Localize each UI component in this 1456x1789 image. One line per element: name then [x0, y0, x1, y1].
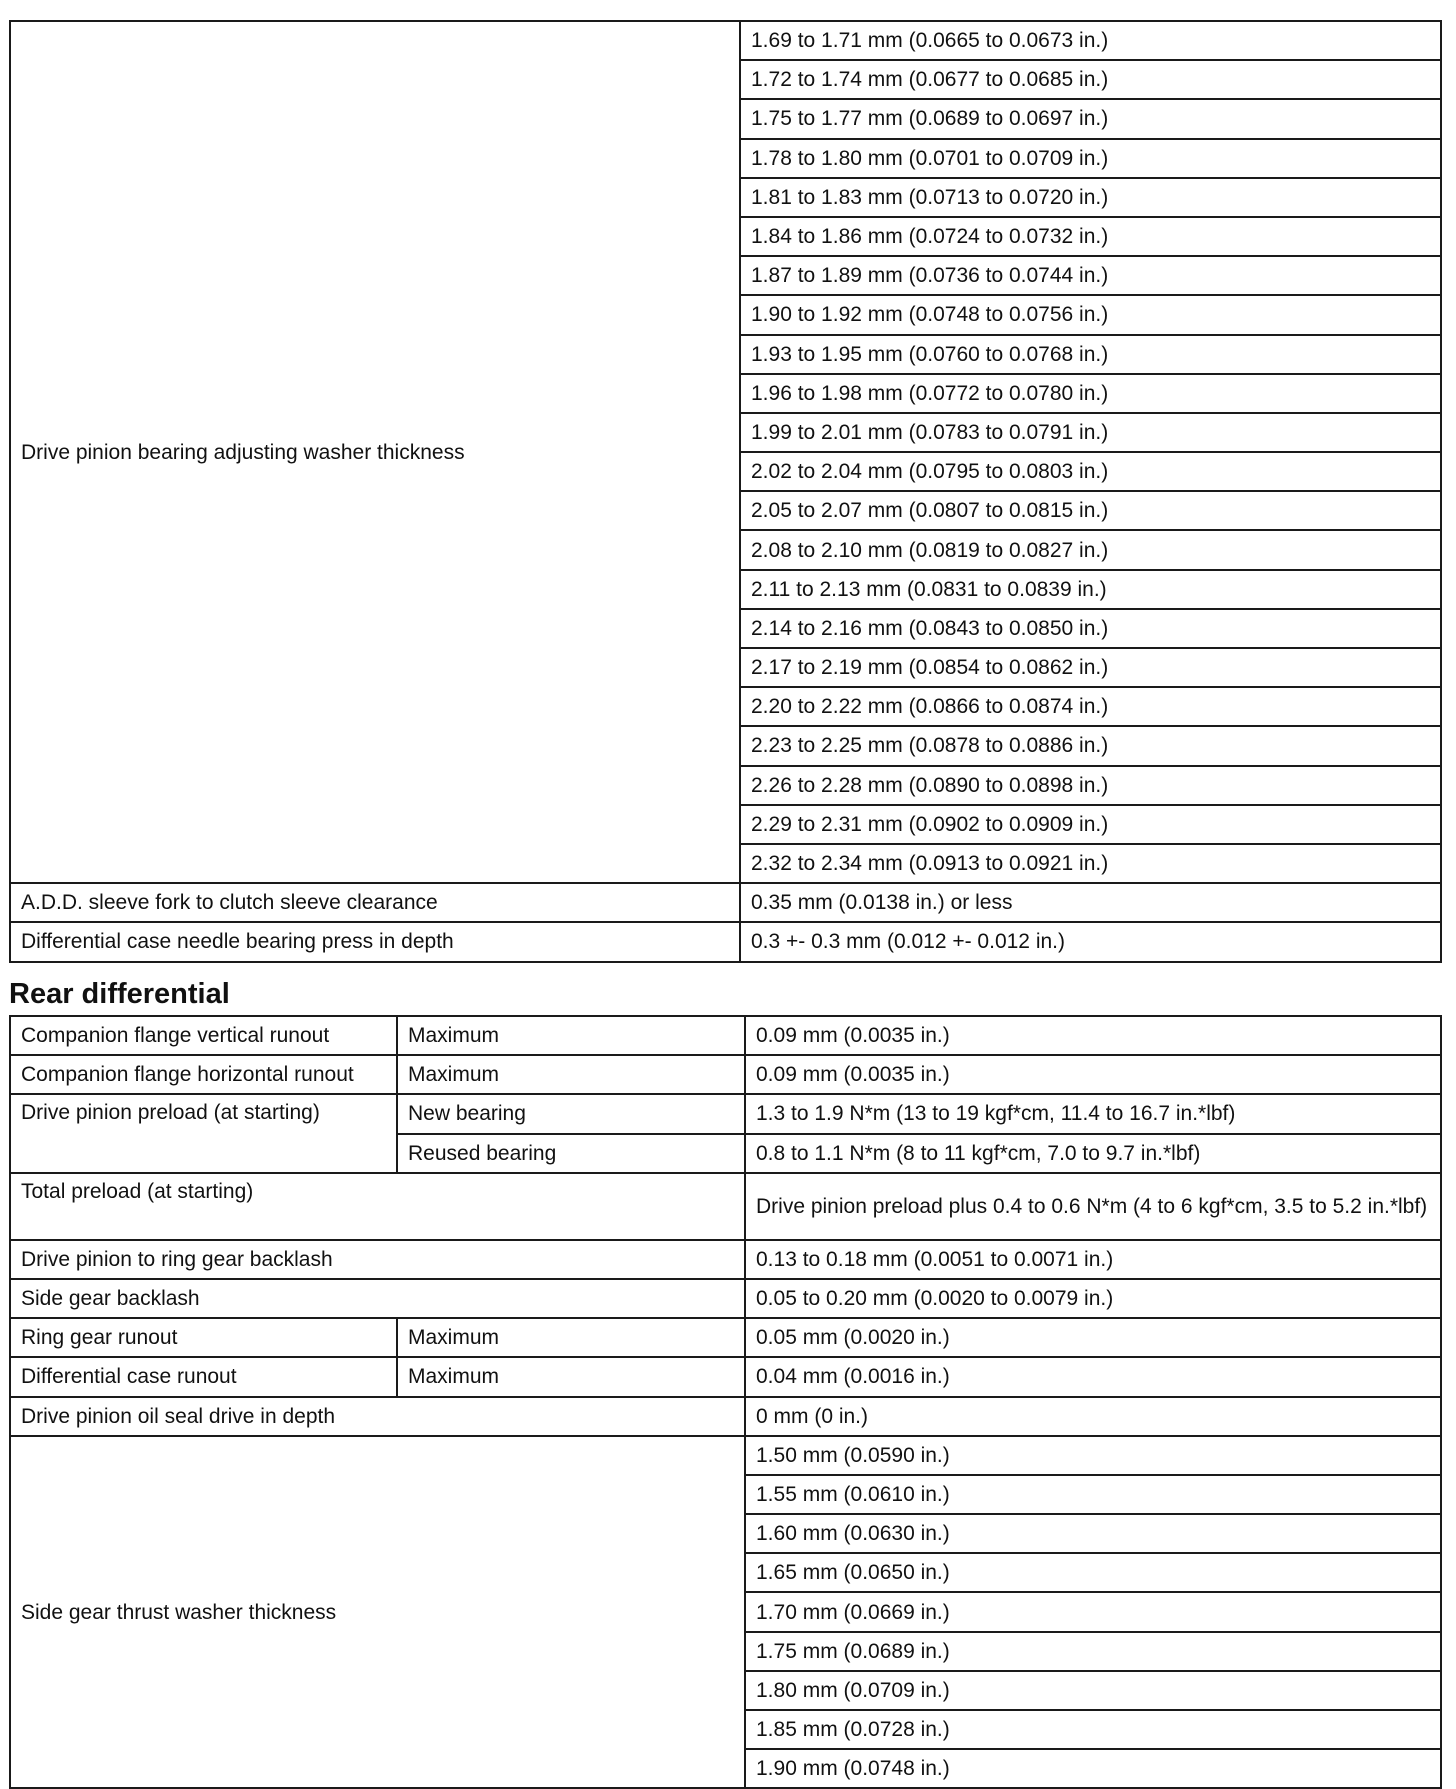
thrust-washer-label: Side gear thrust washer thickness: [10, 1436, 745, 1789]
spec-value: 0.8 to 1.1 N*m (8 to 11 kgf*cm, 7.0 to 9.7 in.*lbf): [745, 1134, 1441, 1173]
washer-thickness-value: 2.08 to 2.10 mm (0.0819 to 0.0827 in.): [740, 530, 1441, 569]
washer-thickness-value: 1.78 to 1.80 mm (0.0701 to 0.0709 in.): [740, 139, 1441, 178]
thrust-washer-value: 1.60 mm (0.0630 in.): [745, 1514, 1441, 1553]
table-row: [10, 1240, 1441, 1279]
washer-thickness-value: 1.96 to 1.98 mm (0.0772 to 0.0780 in.): [740, 374, 1441, 413]
spec-value: 0.05 to 0.20 mm (0.0020 to 0.0079 in.): [745, 1279, 1441, 1318]
table-row: [10, 1094, 1441, 1133]
rear-differential-table-body: [10, 1016, 1441, 1788]
spec-value: 0.13 to 0.18 mm (0.0051 to 0.0071 in.): [745, 1240, 1441, 1279]
spec-qualifier: Maximum: [397, 1318, 745, 1357]
spec-label: Ring gear runout: [10, 1318, 397, 1357]
table-row: [10, 1357, 1441, 1396]
washer-thickness-value: 2.32 to 2.34 mm (0.0913 to 0.0921 in.): [740, 844, 1441, 883]
spec-label: Companion flange vertical runout: [10, 1016, 397, 1055]
thrust-washer-value: 1.80 mm (0.0709 in.): [745, 1671, 1441, 1710]
spec-value: 0.09 mm (0.0035 in.): [745, 1055, 1441, 1094]
washer-thickness-value: 1.99 to 2.01 mm (0.0783 to 0.0791 in.): [740, 413, 1441, 452]
spec-label: Side gear backlash: [10, 1279, 745, 1318]
table-row: [10, 21, 1441, 60]
washer-thickness-value: 1.90 to 1.92 mm (0.0748 to 0.0756 in.): [740, 295, 1441, 334]
thrust-washer-value: 1.70 mm (0.0669 in.): [745, 1592, 1441, 1631]
sleeve-clearance-value: 0.35 mm (0.0138 in.) or less: [740, 883, 1441, 922]
thrust-washer-value: 1.85 mm (0.0728 in.): [745, 1710, 1441, 1749]
washer-thickness-value: 1.75 to 1.77 mm (0.0689 to 0.0697 in.): [740, 99, 1441, 138]
needle-bearing-depth-value: 0.3 +- 0.3 mm (0.012 +- 0.012 in.): [740, 922, 1441, 961]
spec-label: Drive pinion oil seal drive in depth: [10, 1397, 745, 1436]
spec-qualifier: New bearing: [397, 1094, 745, 1133]
washer-thickness-value: 2.26 to 2.28 mm (0.0890 to 0.0898 in.): [740, 766, 1441, 805]
spec-qualifier: Maximum: [397, 1016, 745, 1055]
spec-value: 0.05 mm (0.0020 in.): [745, 1318, 1441, 1357]
washer-thickness-value: 2.14 to 2.16 mm (0.0843 to 0.0850 in.): [740, 609, 1441, 648]
washer-thickness-value: 2.20 to 2.22 mm (0.0866 to 0.0874 in.): [740, 687, 1441, 726]
thrust-washer-value: 1.75 mm (0.0689 in.): [745, 1632, 1441, 1671]
washer-thickness-value: 2.23 to 2.25 mm (0.0878 to 0.0886 in.): [740, 726, 1441, 765]
thrust-washer-value: 1.90 mm (0.0748 in.): [745, 1749, 1441, 1788]
table-row: [10, 1318, 1441, 1357]
table-row: [10, 1173, 1441, 1240]
spec-qualifier: Maximum: [397, 1357, 745, 1396]
spec-qualifier: Maximum: [397, 1055, 745, 1094]
washer-thickness-value: 1.81 to 1.83 mm (0.0713 to 0.0720 in.): [740, 178, 1441, 217]
washer-thickness-value: 2.29 to 2.31 mm (0.0902 to 0.0909 in.): [740, 805, 1441, 844]
washer-thickness-value: 1.93 to 1.95 mm (0.0760 to 0.0768 in.): [740, 335, 1441, 374]
spec-label: Differential case runout: [10, 1357, 397, 1396]
washer-thickness-value: 2.02 to 2.04 mm (0.0795 to 0.0803 in.): [740, 452, 1441, 491]
table-row: [10, 1055, 1441, 1094]
spec-label: Drive pinion to ring gear backlash: [10, 1240, 745, 1279]
section-title: Rear differential: [9, 978, 230, 1010]
table-row: [10, 1279, 1441, 1318]
spec-value: 0.09 mm (0.0035 in.): [745, 1016, 1441, 1055]
spec-value: 1.3 to 1.9 N*m (13 to 19 kgf*cm, 11.4 to 16.7 in.*lbf): [745, 1094, 1441, 1133]
table-row: [10, 922, 1441, 961]
front-spec-table: [9, 20, 1442, 963]
washer-thickness-label: Drive pinion bearing adjusting washer thickness: [10, 21, 740, 883]
washer-thickness-value: 2.05 to 2.07 mm (0.0807 to 0.0815 in.): [740, 491, 1441, 530]
table-row: [10, 1397, 1441, 1436]
spec-qualifier: Reused bearing: [397, 1134, 745, 1173]
table-row: [10, 883, 1441, 922]
thrust-washer-value: 1.65 mm (0.0650 in.): [745, 1553, 1441, 1592]
spec-label: Total preload (at starting): [10, 1173, 745, 1240]
spec-value: 0.04 mm (0.0016 in.): [745, 1357, 1441, 1396]
rear-differential-table: [9, 1015, 1442, 1789]
washer-thickness-value: 1.72 to 1.74 mm (0.0677 to 0.0685 in.): [740, 60, 1441, 99]
thrust-washer-value: 1.50 mm (0.0590 in.): [745, 1436, 1441, 1475]
spec-value: 0 mm (0 in.): [745, 1397, 1441, 1436]
spec-value: Drive pinion preload plus 0.4 to 0.6 N*m (4 to 6 kgf*cm, 3.5 to 5.2 in.*lbf): [745, 1173, 1441, 1240]
spec-label: Companion flange horizontal runout: [10, 1055, 397, 1094]
washer-thickness-value: 2.17 to 2.19 mm (0.0854 to 0.0862 in.): [740, 648, 1441, 687]
front-spec-table-body: [10, 21, 1441, 962]
needle-bearing-depth-label: Differential case needle bearing press in depth: [10, 922, 740, 961]
washer-thickness-value: 1.87 to 1.89 mm (0.0736 to 0.0744 in.): [740, 256, 1441, 295]
washer-thickness-value: 1.84 to 1.86 mm (0.0724 to 0.0732 in.): [740, 217, 1441, 256]
spec-label: Drive pinion preload (at starting): [10, 1094, 397, 1172]
sleeve-clearance-label: A.D.D. sleeve fork to clutch sleeve clearance: [10, 883, 740, 922]
thrust-washer-value: 1.55 mm (0.0610 in.): [745, 1475, 1441, 1514]
table-row: [10, 1016, 1441, 1055]
table-row: [10, 1436, 1441, 1475]
washer-thickness-value: 1.69 to 1.71 mm (0.0665 to 0.0673 in.): [740, 21, 1441, 60]
washer-thickness-value: 2.11 to 2.13 mm (0.0831 to 0.0839 in.): [740, 570, 1441, 609]
